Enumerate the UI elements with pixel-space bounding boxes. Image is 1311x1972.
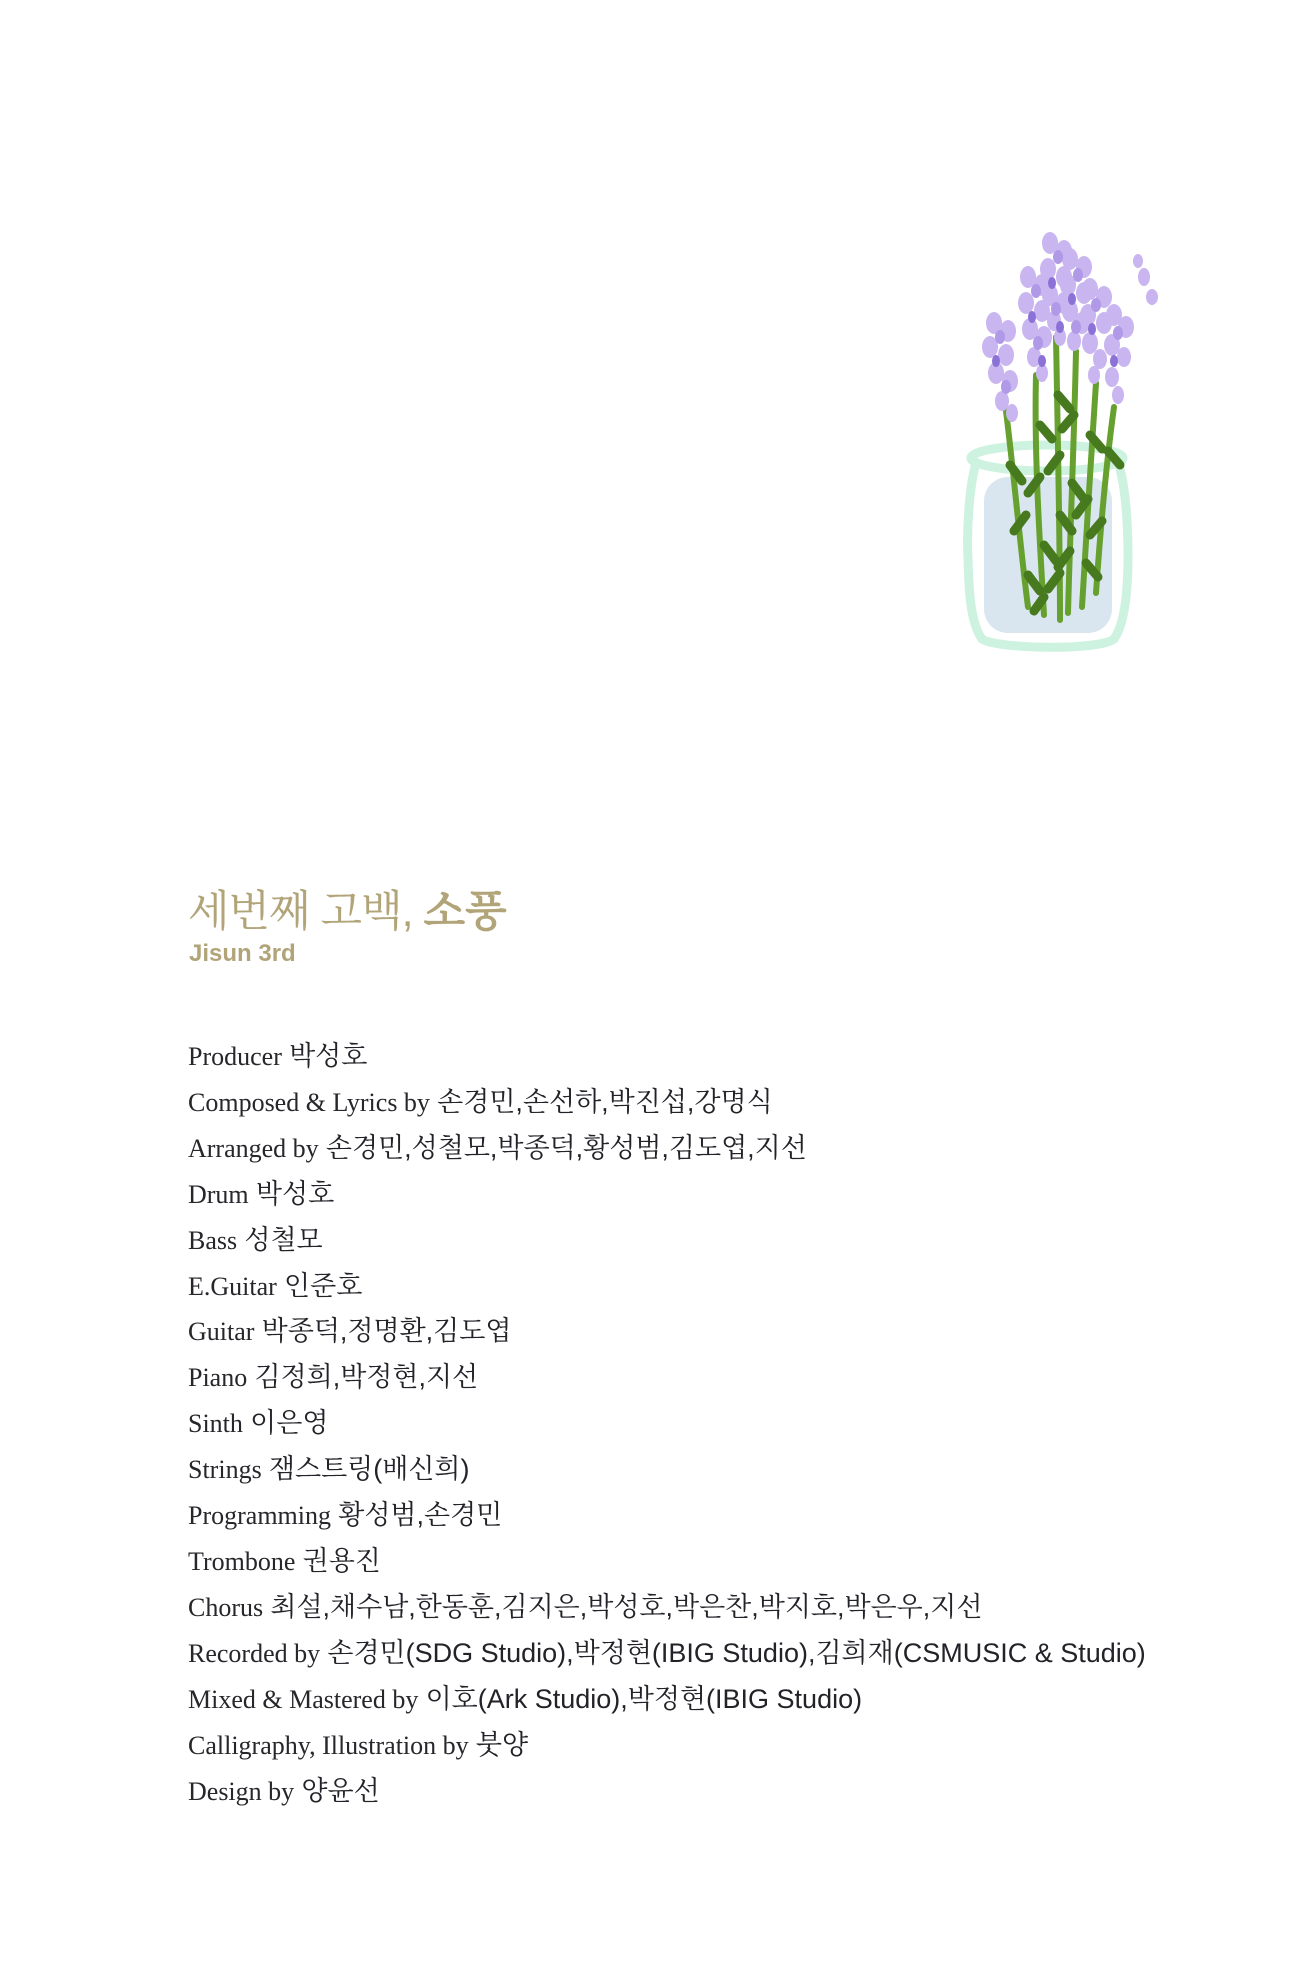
- album-title: [188, 889, 507, 936]
- credit-names: 이은영: [250, 1408, 329, 1439]
- credit-line: [188, 1355, 1146, 1401]
- credit-names: 박성호: [289, 1041, 368, 1071]
- credit-role-label: Programming: [188, 1501, 331, 1531]
- credit-role-label: Piano: [188, 1363, 248, 1393]
- credit-line: [188, 1309, 1146, 1355]
- credit-names: 붓양: [475, 1729, 529, 1760]
- credits-list: [188, 1034, 1146, 1814]
- credit-line: [188, 1034, 1146, 1080]
- credit-names: 잼스트링(배신희): [268, 1454, 470, 1485]
- credit-role-label: Recorded by: [188, 1638, 321, 1668]
- credit-names: 박종덕,정명환,김도엽: [261, 1316, 512, 1347]
- album-title-regular: 세번째 고백,: [188, 888, 424, 936]
- credit-role-label: Arranged by: [188, 1133, 319, 1163]
- credit-line: [188, 1539, 1146, 1585]
- credit-line: [188, 1723, 1146, 1769]
- credit-names: 황성범,손경민: [338, 1500, 503, 1531]
- credit-role-label: Chorus: [188, 1592, 264, 1622]
- lavender-flowers: [982, 232, 1158, 422]
- credit-names: 손경민(SDG Studio),박정현(IBIG Studio),김희재(CSMUSIC & Studio): [327, 1637, 1146, 1668]
- credit-names: 권용진: [302, 1545, 381, 1576]
- credit-role-label: Bass: [188, 1225, 238, 1255]
- credit-names: 이호(Ark Studio),박정현(IBIG Studio): [425, 1683, 863, 1714]
- credit-line: [188, 1585, 1146, 1631]
- credit-role-label: Design by: [188, 1776, 295, 1806]
- credit-line: [188, 1769, 1146, 1815]
- credit-line: [188, 1264, 1146, 1310]
- credit-role-label: Trombone: [188, 1546, 296, 1576]
- credit-role-label: Composed & Lyrics by: [188, 1087, 430, 1117]
- credit-names: 김정희,박정현,지선: [254, 1362, 479, 1393]
- credit-role-label: Drum: [188, 1179, 249, 1209]
- credit-line: [188, 1493, 1146, 1539]
- credit-line: [188, 1218, 1146, 1264]
- credit-role-label: Sinth: [188, 1409, 243, 1439]
- album-title-bold: 소풍: [423, 888, 507, 936]
- credit-line: [188, 1401, 1146, 1447]
- credit-names: 인준호: [284, 1270, 363, 1301]
- album-subtitle: Jisun 3rd: [189, 940, 296, 968]
- credit-names: 박성호: [255, 1178, 335, 1209]
- credit-role-label: Strings: [188, 1455, 262, 1485]
- lavender-jar-illustration: [948, 215, 1172, 680]
- credit-line: [188, 1080, 1146, 1126]
- credit-names: 양윤선: [301, 1775, 380, 1806]
- credit-line: [188, 1172, 1146, 1218]
- credit-role-label: Calligraphy, Illustration by: [188, 1730, 469, 1760]
- credit-line: [188, 1447, 1146, 1493]
- credit-role-label: E.Guitar: [188, 1271, 277, 1301]
- credit-line: [188, 1631, 1146, 1677]
- credit-names: 손경민,손선하,박진섭,강명식: [437, 1086, 773, 1117]
- credit-names: 성철모: [244, 1224, 323, 1255]
- title-block: [188, 889, 507, 966]
- credit-names: 손경민,성철모,박종덕,황성범,김도엽,지선: [325, 1132, 807, 1163]
- credit-names: 최설,채수남,한동훈,김지은,박성호,박은찬,박지호,박은우,지선: [270, 1591, 983, 1622]
- credit-role-label: Mixed & Mastered by: [188, 1684, 419, 1714]
- credit-role-label: Producer: [188, 1042, 282, 1071]
- credit-role-label: Guitar: [188, 1317, 255, 1347]
- credit-line: [188, 1126, 1146, 1172]
- credit-line: [188, 1677, 1146, 1723]
